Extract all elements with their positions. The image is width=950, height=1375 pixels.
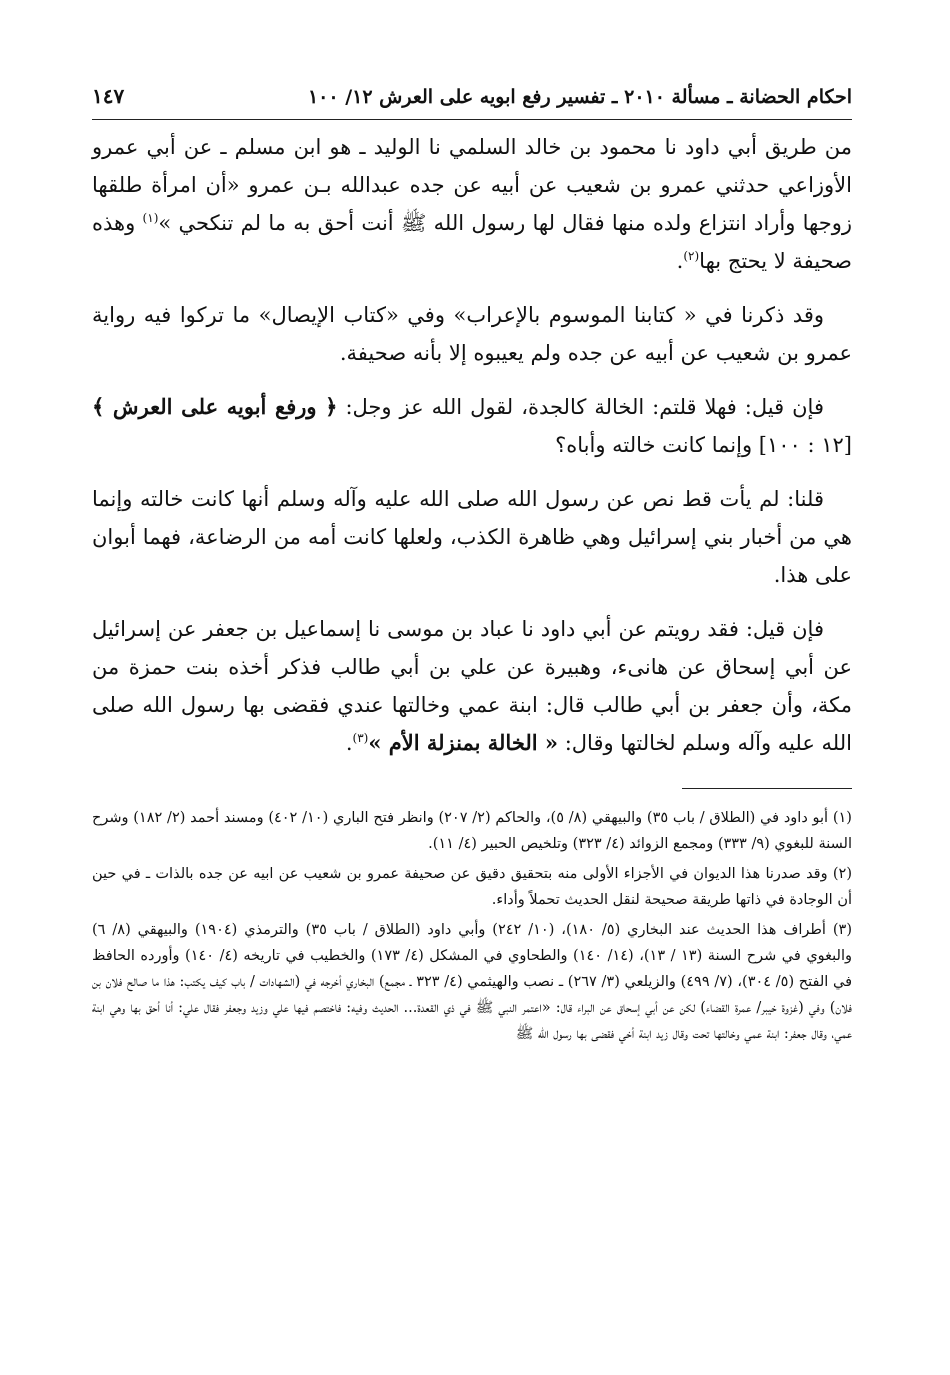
paragraph-4: قلنا: لم يأت قط نص عن رسول الله صلى الله عليه وآله وسلم أنها كانت خالته وإنما هي من أخبار بني إسرائيل وهي ظاهرة الكذب، ولعلها كانت أمه من الرضاعة، فهما أبوان على هذا. [92,487,852,587]
running-title: احكام الحضانة ـ مسألة ٢٠١٠ ـ تفسير رفع ابويه على العرش ١٢/ ١٠٠ [307,86,852,108]
page-header [92,72,852,119]
footnote-2: (٢) وقد صدرنا هذا الديوان في الأجزاء الأولى منه بتحقيق دقيق عن صحيفة عمرو بن شعيب عن ابيه عن جده بالذات ـ في حين أن الوجادة في ذاتها طريقة صحيحة لنقل الحديث تحملاً وأداء. [92,866,852,908]
paragraph-1: من طريق أبي داود نا محمود بن خالد السلمي نا الوليد ـ هو ابن مسلم ـ عن أبي عمرو الأوزاعي حدثني عمرو بن شعيب عن أبيه عن جده عبدالله بـن عمرو «أن امرأة طلقها زوجها وأراد انتزاع ولده منها فقال لها رسول الله ﷺ أنت أحق به ما لم تنكحي »$^{(١)}$ وهذه صحيفة لا يحتج بها$^{(٢)}$. [92,135,852,273]
paragraph-5: فإن قيل: فقد رويتم عن أبي داود نا عباد بن موسى نا إسماعيل بن جعفر عن إسرائيل عن أبي إسحاق عن هانىء، وهبيرة عن علي بن أبي طالب فذكر أخذه بنت حمزة من مكة، وأن جعفر بن أبي طالب قال: ابنة عمي وخالتها عندي فقضى بها رسول الله صلى الله عليه وآله وسلم لخالتها وقال: « الخالة بمنزلة الأم »$^{(٣)}$. [92,617,852,755]
quran-verse: ﴿ ورفع أبويه على العرش ﴾ [92,394,338,419]
page-number: ١٤٧ [92,84,125,108]
footnote-1: (١) أبو داود في (الطلاق / باب ٣٥) والبيهقي (٨/ ٥)، والحاكم (٢/ ٢٠٧) وانظر فتح الباري (١٠/ ٤٠٢) ومسند أحمد (٢/ ١٨٢) وشرح السنة للبغوي (٩/ ٣٣٣) ومجمع الزوائد (٤/ ٣٢٣) وتلخيص الحبير (٤/ ١١). [92,810,852,852]
book-page [92,72,852,1051]
main-text [92,128,852,762]
header-rule [92,119,852,120]
hadith-quote: « الخالة بمنزلة الأم » [368,730,559,755]
paragraph-2: وقد ذكرنا في « كتابنا الموسوم بالإعراب» وفي «كتاب الإيصال» ما تركوا فيه رواية عمرو بن شعيب عن أبيه عن جده ولم يعيبوه إلا بأنه صحيفة. [92,303,852,365]
footnotes [92,805,852,1047]
footnote-ref-3[interactable]: (٣) [352,731,369,745]
footnote-ref-1[interactable]: (١) [142,211,159,225]
footnote-3: (٣) أطراف هذا الحديث عند البخاري (٥/ ١٨٠)، (١٠/ ٢٤٢) وأبي داود (الطلاق / باب ٣٥) والترمذي (١٩٠٤) والبيهقي (٨/ ٦) والبغوي في شرح السنة (١٣ / ١٣)، (١٤/ ١٤٠) والطحاوي في المشكل (٤/ ١٧٣) والخطيب في تاريخه (٤/ ١٤٠) وأورده الحافظ في الفتح (٥/ ٣٠٤)، (٧/ ٤٩٩) والزيلعي (٣/ ٢٦٧) ـ نصب والهيثمي (٤/ ٣٢٣ ـ مجمع) البخاري أخرجه في (الشهادات / باب كيف يكتب: هذا ما صالح فلان بن فلان) وفي (غزوة خيبر/ عمرة القضاء) لكن عن أبي إسحاق عن البراء قال: «اعتمر النبي ﷺ في ذي القعدة... الحديث وفيه: فاختصم فيها علي وزيد وجعفر فقال علي: أنا أحق بها وهي ابنة عمي، وقال جعفر: ابنة عمي وخالتها تحت وقال زيد ابنة أخي فقضى بها رسول الله ﷺ [92,922,853,1042]
paragraph-3: فإن قيل: فهلا قلتم: الخالة كالجدة، لقول الله عز وجل: ﴿ ورفع أبويه على العرش ﴾ [١٢ : ١٠٠] وإنما كانت خالته وأباه؟ [92,394,852,457]
footnote-ref-2[interactable]: (٢) [683,249,700,263]
footnote-separator [682,788,852,789]
